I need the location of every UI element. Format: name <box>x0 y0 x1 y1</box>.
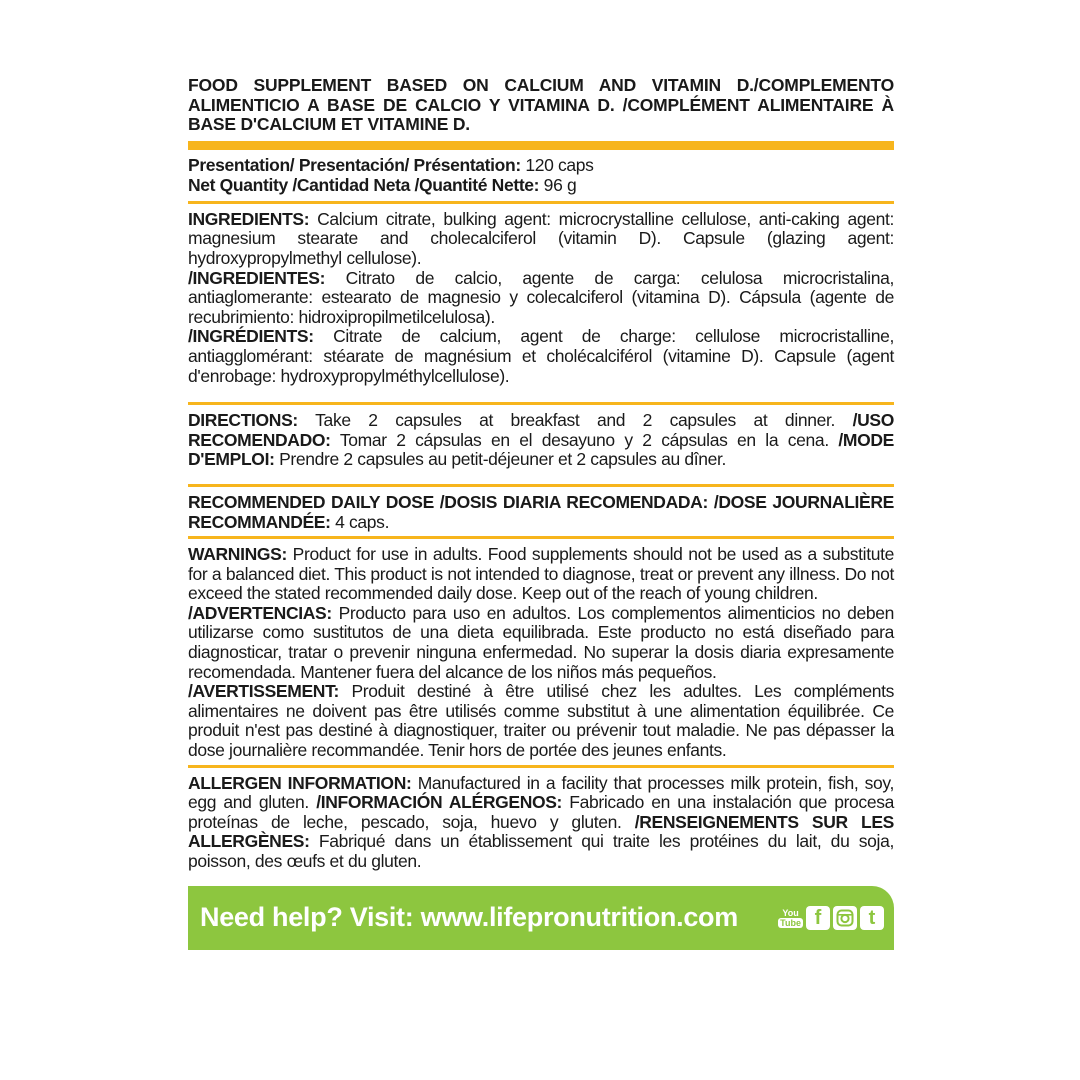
dose-text <box>188 493 894 532</box>
dose-label: RECOMMENDED DAILY DOSE /DOSIS DIARIA RECOMENDADA: /DOSE JOURNALIÈRE RECOMMANDÉE: <box>188 491 894 532</box>
presentation-value: 120 caps <box>520 154 594 175</box>
allergen-fr-label: /RENSEIGNEMENTS SUR LES ALLERGÈNES: <box>188 811 894 852</box>
twitter-icon[interactable]: t <box>860 906 884 930</box>
warnings-en-text: Product for use in adults. Food supplements should not be used as a substitute for a balanced diet. This product is not intended to diagnose, treat or prevent any illness. Do not exceed the stated recommended daily dose. Keep out of the reach of young children. <box>188 544 894 604</box>
ingredients-en <box>188 210 894 269</box>
ingredients-fr-label: /INGRÉDIENTS: <box>188 326 314 347</box>
ingredients-es-label: /INGREDIENTES: <box>188 267 326 288</box>
directions-es-text: Tomar 2 cápsulas en el desayuno y 2 cápsulas en la cena. <box>330 429 839 450</box>
warnings-en-label: WARNINGS: <box>188 544 287 565</box>
warnings-es-label: /ADVERTENCIAS: <box>188 602 332 623</box>
instagram-icon[interactable] <box>833 906 857 930</box>
net-quantity-row <box>188 175 894 195</box>
warnings-section <box>188 539 894 765</box>
directions-es-label: /USO RECOMENDADO: <box>188 410 894 450</box>
allergen-fr-text: Fabriqué dans un établissement qui traite les protéines du lait, du soja, poisson, des œufs et du gluten. <box>188 831 894 871</box>
directions-section <box>188 405 894 484</box>
allergen-en-label: ALLERGEN INFORMATION: <box>188 772 412 793</box>
net-quantity-label: Net Quantity /Cantidad Neta /Quantité Nette: <box>188 174 540 195</box>
warnings-es <box>188 604 894 682</box>
dose-value: 4 caps. <box>330 511 390 532</box>
allergen-es-label: /INFORMACIÓN ALÉRGENOS: <box>316 792 563 813</box>
directions-fr-text: Prendre 2 capsules au petit-déjeuner et 2 capsules au dîner. <box>274 449 727 470</box>
directions-text <box>188 411 894 470</box>
presentation-label: Presentation/ Presentación/ Présentation: <box>188 154 521 175</box>
warnings-es-text: Producto para uso en adultos. Los complementos alimenticios no deben utilizarse como sustitutos de una dieta equilibrada. Este producto no está diseñado para diagnosticar, tratar o prevenir ninguna enfermedad. No superar la dosis diaria expresamente recomendada. Mantener fuera del alcance de los niños más pequeños. <box>188 602 894 682</box>
directions-en-label: DIRECTIONS: <box>188 410 298 431</box>
presentation-section <box>188 150 894 201</box>
social-icons <box>778 906 884 930</box>
supplement-label <box>188 76 894 950</box>
dose-section <box>188 487 894 536</box>
warnings-en <box>188 545 894 604</box>
warnings-fr-label: /AVERTISSEMENT: <box>188 681 339 702</box>
allergen-es-text: Fabricado en una instalación que procesa proteínas de leche, pescado, soja, huevo y gluten. <box>188 792 894 832</box>
allergen-en-text: Manufactured in a facility that processes milk protein, fish, soy, egg and gluten. <box>188 772 895 813</box>
help-footer <box>188 886 894 950</box>
ingredients-es <box>188 269 894 328</box>
ingredients-en-label: INGREDIENTS: <box>188 208 310 229</box>
youtube-icon-top: You <box>782 907 799 918</box>
directions-en-text: Take 2 capsules at breakfast and 2 capsules at dinner. <box>297 410 853 431</box>
net-quantity-value: 96 g <box>539 174 577 195</box>
youtube-icon[interactable] <box>778 908 803 928</box>
divider <box>188 141 894 150</box>
ingredients-fr <box>188 327 894 386</box>
warnings-fr <box>188 682 894 760</box>
presentation-row <box>188 155 894 175</box>
instagram-glyph <box>836 909 854 927</box>
ingredients-es-text: Citrato de calcio, agente de carga: celulosa microcristalina, antiaglomerante: estearato de magnesio y colecalciferol (vitamina D). Cápsula (agente de recubrimiento: hidroxipropilmetilcelulosa). <box>188 267 894 327</box>
product-title: FOOD SUPPLEMENT BASED ON CALCIUM AND VITAMIN D./COMPLEMENTO ALIMENTICIO A BASE DE CALCIO Y VITAMINA D. /COMPLÉMENT ALIMENTAIRE À BASE D'CALCIUM ET VITAMINE D. <box>188 75 894 135</box>
help-link[interactable]: Need help? Visit: www.lifepronutrition.com <box>200 902 738 933</box>
ingredients-section <box>188 204 894 402</box>
ingredients-fr-text: Citrate de calcium, agent de charge: cellulose microcristalline, antiagglomérant: stéarate de magnésium et cholécalciférol (vitamine D). Capsule (agent d'enrobage: hydroxypropylméthylcellulose). <box>188 326 894 386</box>
allergen-text <box>188 774 894 872</box>
warnings-fr-text: Produit destiné à être utilisé chez les adultes. Les compléments alimentaires ne doivent pas être utilisés comme substitut à une alimentation équilibrée. Ce produit n'est pas destiné à diagnostiquer, traiter ou prévenir tout maladie. Ne pas dépasser la dose journalière recommandée. Tenir hors de portée des jeunes enfants. <box>188 681 894 761</box>
allergen-section <box>188 768 894 878</box>
ingredients-en-text: Calcium citrate, bulking agent: microcrystalline cellulose, anti-caking agent: magnesium stearate and cholecalciferol (vitamin D). Capsule (glazing agent: hydroxypropylmethyl cellulose). <box>188 208 894 268</box>
facebook-icon[interactable]: f <box>806 906 830 930</box>
youtube-icon-bottom: Tube <box>780 917 801 928</box>
directions-fr-label: /MODE D'EMPLOI: <box>188 429 894 470</box>
